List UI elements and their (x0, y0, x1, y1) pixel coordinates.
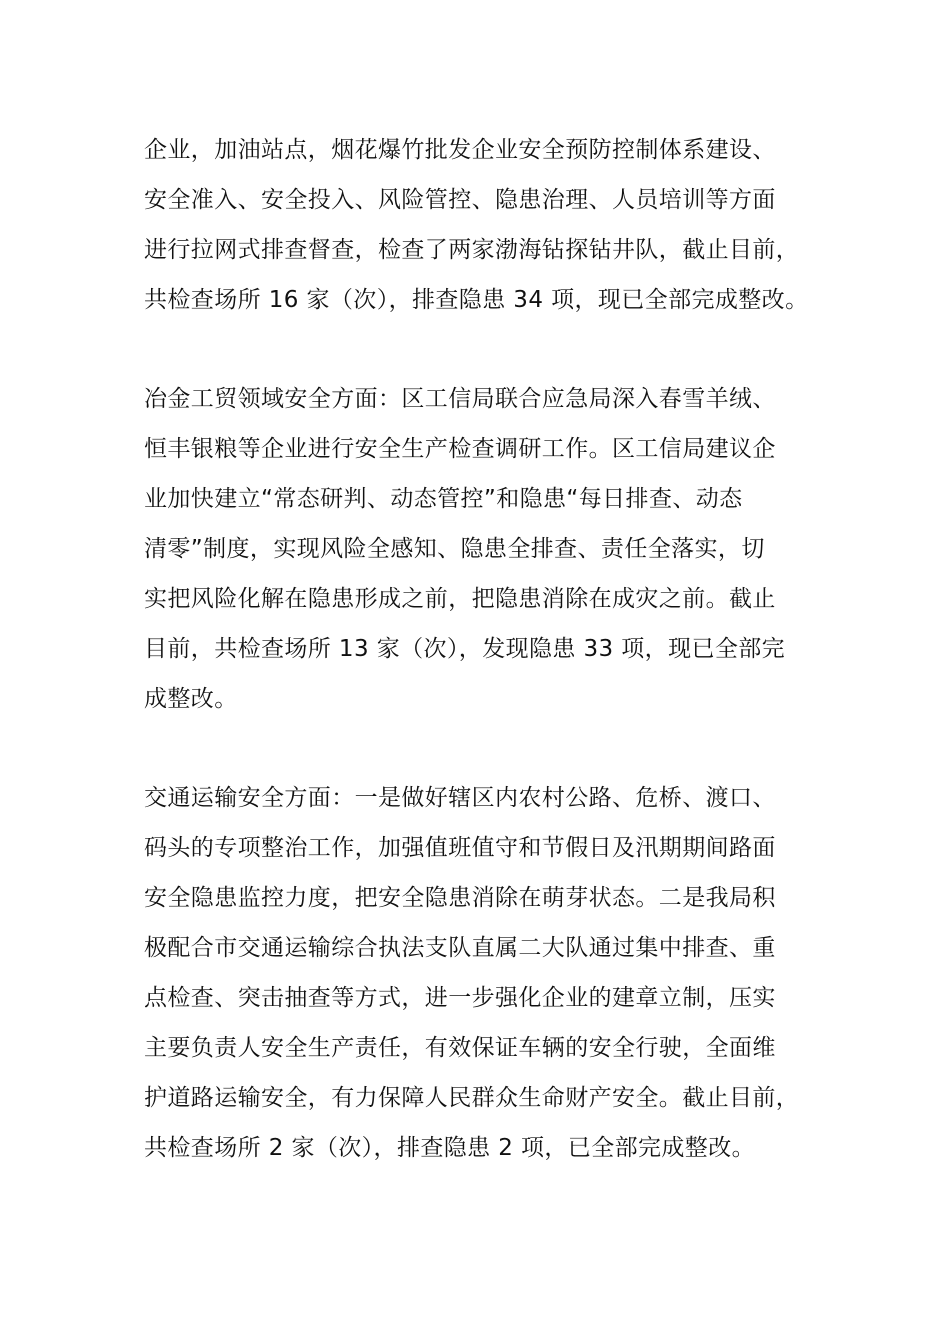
text-line: 成整改。 (144, 686, 238, 712)
text-line: 护道路运输安全，有力保障人民群众生命财产安全。截止目前， (144, 1085, 800, 1111)
text-line: 点检查、突击抽查等方式，进一步强化企业的建章立制，压实 (144, 985, 776, 1011)
text-line: 安全隐患监控力度，把安全隐患消除在萌芽状态。二是我局积 (144, 885, 776, 911)
paragraph-transport-safety (144, 773, 814, 1173)
text-line: 进行拉网式排查督查，检查了两家渤海钻探钻井队，截止目前， (144, 237, 800, 263)
text-line: 主要负责人安全生产责任，有效保证车辆的安全行驶，全面维 (144, 1035, 776, 1061)
text-line: 极配合市交通运输综合执法支队直属二大队通过集中排查、重 (144, 935, 776, 961)
text-line: 码头的专项整治工作，加强值班值守和节假日及汛期期间路面 (144, 835, 776, 861)
text-line: 业加快建立“常态研判、动态管控”和隐患“每日排查、动态 (144, 486, 743, 512)
paragraph-enterprise-inspection (144, 125, 814, 325)
text-line: 企业，加油站点，烟花爆竹批发企业安全预防控制体系建设、 (144, 137, 776, 163)
text-line: 交通运输安全方面：一是做好辖区内农村公路、危桥、渡口、 (144, 785, 776, 811)
text-line: 冶金工贸领域安全方面：区工信局联合应急局深入春雪羊绒、 (144, 386, 776, 412)
text-line: 安全准入、安全投入、风险管控、隐患治理、人员培训等方面 (144, 187, 776, 213)
paragraph-metallurgy-trade-safety (144, 374, 814, 724)
text-line: 清零”制度，实现风险全感知、隐患全排查、责任全落实，切 (144, 536, 765, 562)
text-line: 共检查场所 2 家（次），排查隐患 2 项，已全部完成整改。 (144, 1135, 756, 1161)
text-line: 共检查场所 16 家（次），排查隐患 34 项，现已全部完成整改。 (144, 287, 809, 313)
text-line: 恒丰银粮等企业进行安全生产检查调研工作。区工信局建议企 (144, 436, 776, 462)
text-line: 目前，共检查场所 13 家（次），发现隐患 33 项，现已全部完 (144, 636, 786, 662)
text-line: 实把风险化解在隐患形成之前，把隐患消除在成灾之前。截止 (144, 586, 776, 612)
